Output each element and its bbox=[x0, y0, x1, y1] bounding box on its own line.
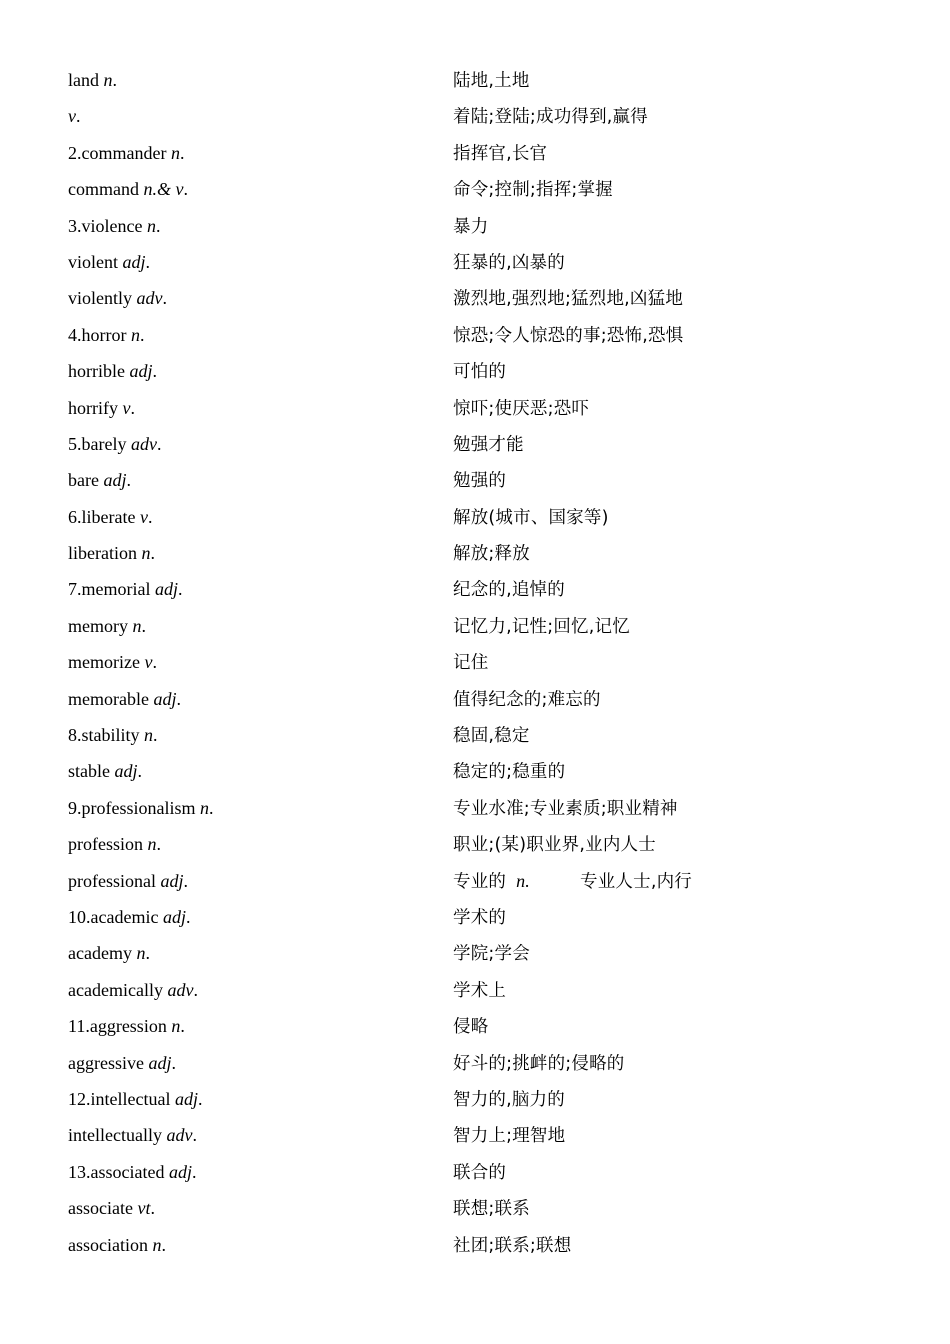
vocab-word: liberation bbox=[68, 543, 137, 564]
vocab-definition bbox=[453, 1228, 571, 1264]
vocab-word: memory bbox=[68, 615, 128, 636]
part-of-speech: adj bbox=[154, 579, 178, 600]
part-of-speech: adj bbox=[162, 906, 186, 927]
vocab-definition bbox=[453, 754, 565, 790]
vocab-word: memorable bbox=[68, 688, 149, 709]
vocab-row bbox=[68, 972, 888, 1008]
vocab-definition bbox=[453, 718, 530, 754]
part-of-speech: adj bbox=[153, 688, 177, 709]
definition-text: 职业;(某)职业界,业内人士 bbox=[453, 835, 656, 856]
vocab-term: violently adv. bbox=[68, 288, 167, 309]
vocab-term: 3.violence n. bbox=[68, 215, 161, 236]
part-of-speech: n bbox=[171, 1016, 181, 1037]
part-of-speech: n bbox=[152, 1234, 162, 1255]
vocab-definition bbox=[453, 63, 530, 99]
secondary-definition-text: 专业人士,内行 bbox=[580, 871, 692, 892]
secondary-part-of-speech: n. bbox=[516, 870, 531, 891]
part-of-speech: n bbox=[103, 70, 113, 90]
part-of-speech: adj bbox=[174, 1088, 198, 1109]
vocab-word: stable bbox=[68, 761, 110, 782]
vocab-definition bbox=[453, 1118, 565, 1154]
vocab-term: violent adj. bbox=[68, 251, 151, 272]
vocab-row bbox=[68, 571, 888, 607]
vocab-term: association n. bbox=[68, 1234, 166, 1255]
vocab-definition bbox=[453, 281, 683, 317]
vocab-row bbox=[68, 353, 888, 389]
vocab-row bbox=[68, 426, 888, 462]
vocab-row bbox=[68, 1227, 888, 1263]
part-of-speech: vt bbox=[137, 1198, 151, 1219]
vocab-term: horrify v. bbox=[68, 397, 135, 418]
definition-text: 侵略 bbox=[453, 1017, 489, 1038]
vocab-definition bbox=[453, 572, 565, 608]
definition-text: 好斗的;挑衅的;侵略的 bbox=[453, 1053, 625, 1074]
part-of-speech: n bbox=[147, 834, 157, 855]
vocab-term: 4.horror n. bbox=[68, 324, 145, 345]
vocab-word: intellectually bbox=[68, 1125, 162, 1146]
part-of-speech: adj bbox=[103, 470, 127, 491]
vocab-row bbox=[68, 1190, 888, 1226]
part-of-speech: v bbox=[144, 652, 153, 673]
vocab-word: 10.academic bbox=[68, 906, 159, 927]
vocab-word: 9.professionalism bbox=[68, 797, 196, 818]
part-of-speech: n bbox=[144, 725, 153, 746]
vocab-word: professional bbox=[68, 870, 156, 891]
definition-text: 学院;学会 bbox=[453, 944, 530, 965]
vocab-row bbox=[68, 790, 888, 826]
vocab-word: horrify bbox=[68, 397, 118, 418]
part-of-speech: n bbox=[200, 797, 209, 818]
vocab-row bbox=[68, 1154, 888, 1190]
vocab-definition bbox=[453, 136, 547, 172]
vocab-word: 6.liberate bbox=[68, 506, 136, 527]
vocab-term: 12.intellectual adj. bbox=[68, 1088, 203, 1109]
vocab-term: memorable adj. bbox=[68, 688, 181, 709]
vocab-term: aggressive adj. bbox=[68, 1052, 176, 1073]
vocab-term: 5.barely adv. bbox=[68, 433, 162, 454]
definition-text: 狂暴的,凶暴的 bbox=[453, 252, 565, 273]
vocab-row bbox=[68, 753, 888, 789]
vocab-word: 8.stability bbox=[68, 725, 140, 746]
definition-text: 稳定的;稳重的 bbox=[453, 762, 566, 783]
vocab-term: 10.academic adj. bbox=[68, 906, 191, 927]
vocabulary-list bbox=[68, 62, 888, 1263]
definition-text: 激烈地,强烈地;猛烈地,凶猛地 bbox=[453, 289, 684, 310]
vocab-row bbox=[68, 317, 888, 353]
vocab-row bbox=[68, 935, 888, 971]
vocab-row bbox=[68, 280, 888, 316]
part-of-speech: n bbox=[130, 324, 140, 345]
definition-text: 学术的 bbox=[453, 907, 507, 928]
vocab-term: academy n. bbox=[68, 943, 150, 964]
vocab-row bbox=[68, 1081, 888, 1117]
vocab-word: association bbox=[68, 1234, 148, 1255]
vocab-term: land n. bbox=[68, 70, 117, 90]
part-of-speech: adj bbox=[160, 870, 184, 891]
vocab-row bbox=[68, 1117, 888, 1153]
vocab-word: profession bbox=[68, 834, 143, 855]
vocab-term: liberation n. bbox=[68, 543, 155, 564]
vocab-definition bbox=[453, 500, 609, 536]
vocab-row bbox=[68, 390, 888, 426]
vocab-row bbox=[68, 1008, 888, 1044]
vocab-definition bbox=[453, 936, 530, 972]
vocab-word: 5.barely bbox=[68, 433, 127, 454]
vocab-word: command bbox=[68, 179, 139, 200]
definition-text: 暴力 bbox=[453, 216, 489, 237]
vocab-term: profession n. bbox=[68, 834, 161, 855]
part-of-speech: n bbox=[141, 543, 151, 564]
part-of-speech: n.& v bbox=[143, 179, 184, 200]
vocab-definition bbox=[453, 318, 683, 354]
vocab-word: 11.aggression bbox=[68, 1016, 167, 1037]
vocab-row bbox=[68, 462, 888, 498]
vocab-word: 7.memorial bbox=[68, 579, 151, 600]
vocab-word: associate bbox=[68, 1198, 133, 1219]
vocab-row bbox=[68, 62, 888, 98]
vocab-word: academically bbox=[68, 979, 163, 1000]
vocab-definition bbox=[453, 209, 488, 245]
vocab-definition bbox=[453, 973, 506, 1009]
vocab-definition bbox=[453, 463, 506, 499]
part-of-speech: v bbox=[122, 397, 131, 418]
vocab-word: aggressive bbox=[68, 1052, 144, 1073]
vocab-term: 13.associated adj. bbox=[68, 1161, 197, 1182]
definition-text: 解放;释放 bbox=[453, 544, 530, 565]
definition-text: 纪念的,追悼的 bbox=[453, 580, 565, 601]
vocab-word: 12.intellectual bbox=[68, 1088, 171, 1109]
part-of-speech: n bbox=[132, 615, 142, 636]
vocab-row bbox=[68, 863, 888, 899]
vocab-definition bbox=[453, 172, 613, 208]
definition-text: 联合的 bbox=[453, 1162, 507, 1183]
vocab-term: horrible adj. bbox=[68, 361, 157, 382]
vocab-row bbox=[68, 135, 888, 171]
vocab-row bbox=[68, 717, 888, 753]
part-of-speech: v bbox=[139, 506, 148, 527]
vocab-term: 2.commander n. bbox=[68, 142, 185, 163]
part-of-speech: n bbox=[136, 943, 146, 964]
vocab-term: memory n. bbox=[68, 615, 146, 636]
vocab-word: land bbox=[68, 70, 99, 90]
definition-text: 智力上;理智地 bbox=[453, 1126, 566, 1147]
part-of-speech: adj bbox=[114, 761, 138, 782]
vocab-definition bbox=[453, 354, 506, 390]
vocab-term: professional adj. bbox=[68, 870, 188, 891]
vocab-term: 9.professionalism n. bbox=[68, 797, 214, 818]
vocab-term: academically adv. bbox=[68, 979, 198, 1000]
vocab-definition bbox=[453, 1191, 530, 1227]
vocab-definition bbox=[453, 645, 488, 681]
definition-text: 稳固,稳定 bbox=[453, 726, 530, 747]
definition-text: 指挥官,长官 bbox=[453, 143, 548, 164]
vocab-definition bbox=[453, 391, 589, 427]
part-of-speech: adv bbox=[136, 288, 163, 309]
vocab-row bbox=[68, 98, 888, 134]
vocab-term: bare adj. bbox=[68, 470, 131, 491]
vocab-definition bbox=[453, 791, 678, 827]
vocab-term: 7.memorial adj. bbox=[68, 579, 183, 600]
vocab-row bbox=[68, 826, 888, 862]
vocab-definition bbox=[453, 900, 506, 936]
definition-text: 解放(城市、国家等) bbox=[453, 507, 609, 528]
vocab-word: memorize bbox=[68, 652, 140, 673]
vocab-term: intellectually adv. bbox=[68, 1125, 197, 1146]
definition-text: 社团;联系;联想 bbox=[453, 1235, 572, 1256]
vocab-row bbox=[68, 681, 888, 717]
vocab-word: academy bbox=[68, 943, 132, 964]
vocab-definition bbox=[453, 99, 648, 135]
definition-text: 记住 bbox=[453, 653, 489, 674]
definition-text: 记忆力,记性;回忆,记忆 bbox=[453, 616, 630, 637]
definition-text: 学术上 bbox=[453, 980, 507, 1001]
definition-text: 专业水准;专业素质;职业精神 bbox=[453, 798, 678, 819]
vocab-definition bbox=[453, 827, 656, 863]
definition-text: 智力的,脑力的 bbox=[453, 1089, 565, 1110]
part-of-speech: adj bbox=[129, 361, 153, 382]
vocab-term: 8.stability n. bbox=[68, 725, 158, 746]
definition-text: 惊吓;使厌恶;恐吓 bbox=[453, 398, 590, 419]
vocab-word: 4.horror bbox=[68, 324, 127, 345]
vocab-row bbox=[68, 499, 888, 535]
definition-text: 勉强的 bbox=[453, 471, 507, 492]
vocab-term: command n.& v. bbox=[68, 179, 188, 200]
vocab-row bbox=[68, 244, 888, 280]
vocab-row bbox=[68, 1045, 888, 1081]
definition-text: 陆地,土地 bbox=[453, 71, 530, 91]
part-of-speech: n bbox=[146, 215, 156, 236]
definition-text: 命令;控制;指挥;掌握 bbox=[453, 180, 613, 201]
vocab-word: 2.commander bbox=[68, 142, 167, 163]
definition-text: 专业的 bbox=[453, 871, 507, 892]
vocab-term: 11.aggression n. bbox=[68, 1016, 185, 1037]
definition-text: 着陆;登陆;成功得到,赢得 bbox=[453, 107, 648, 128]
vocab-definition bbox=[453, 1046, 625, 1082]
vocab-definition bbox=[453, 1009, 488, 1045]
definition-text: 联想;联系 bbox=[453, 1199, 530, 1220]
definition-text: 可怕的 bbox=[453, 362, 507, 383]
vocab-word: bare bbox=[68, 470, 99, 491]
vocab-term: memorize v. bbox=[68, 652, 157, 673]
vocab-definition bbox=[453, 682, 601, 718]
part-of-speech: adv bbox=[130, 433, 157, 454]
vocab-term: stable adj. bbox=[68, 761, 143, 782]
part-of-speech: adj bbox=[148, 1052, 172, 1073]
part-of-speech: v bbox=[68, 106, 76, 127]
part-of-speech: n bbox=[170, 142, 180, 163]
vocab-row bbox=[68, 608, 888, 644]
vocab-word: horrible bbox=[68, 361, 125, 382]
vocab-definition bbox=[453, 1082, 565, 1118]
vocab-definition bbox=[453, 245, 565, 281]
vocab-row bbox=[68, 644, 888, 680]
part-of-speech: adj bbox=[122, 251, 146, 272]
definition-text: 勉强才能 bbox=[453, 434, 524, 455]
vocab-row bbox=[68, 535, 888, 571]
vocab-word: violent bbox=[68, 251, 118, 272]
vocab-definition bbox=[453, 536, 530, 572]
part-of-speech: adv bbox=[166, 1125, 193, 1146]
vocab-term: associate vt. bbox=[68, 1198, 155, 1219]
vocab-term: v. bbox=[68, 106, 81, 127]
vocab-word: 3.violence bbox=[68, 215, 143, 236]
part-of-speech: adj bbox=[168, 1161, 192, 1182]
vocab-row bbox=[68, 171, 888, 207]
definition-text: 惊恐;令人惊恐的事;恐怖,恐惧 bbox=[453, 325, 684, 346]
vocab-definition bbox=[453, 863, 692, 900]
vocab-row bbox=[68, 899, 888, 935]
vocab-word: 13.associated bbox=[68, 1161, 165, 1182]
vocab-row bbox=[68, 208, 888, 244]
vocab-definition bbox=[453, 1155, 506, 1191]
vocab-definition bbox=[453, 427, 524, 463]
vocab-word: violently bbox=[68, 288, 132, 309]
part-of-speech: adv bbox=[167, 979, 194, 1000]
definition-text: 值得纪念的;难忘的 bbox=[453, 689, 601, 710]
vocab-definition bbox=[453, 609, 630, 645]
vocab-term: 6.liberate v. bbox=[68, 506, 153, 527]
